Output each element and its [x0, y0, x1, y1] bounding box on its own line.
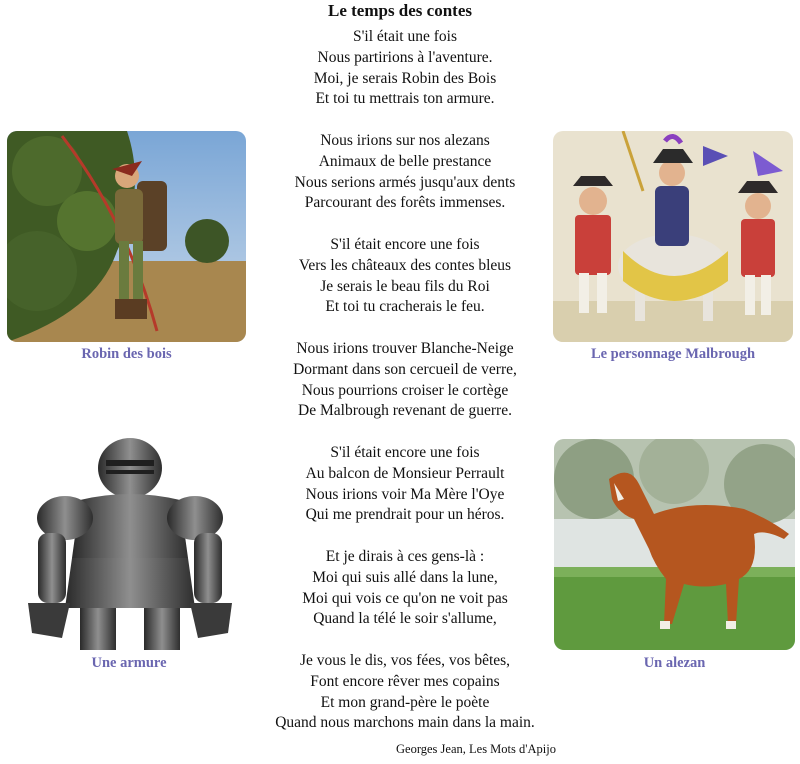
poem-line: S'il était encore une fois — [330, 443, 480, 461]
parade-illustration — [553, 131, 793, 342]
poem-author: Georges Jean, Les Mots d'Apijo — [396, 742, 556, 756]
poem-line: Nous irions voir Ma Mère l'Oye — [305, 485, 505, 503]
poem-line: Et je dirais à ces gens-là : — [325, 547, 485, 565]
poem-line: Moi qui vois ce qu'on ne voit pas — [302, 589, 508, 607]
poem-line: Animaux de belle prestance — [318, 152, 492, 170]
poem-line: Dormant dans son cercueil de verre, — [293, 360, 517, 378]
poem-line: Et toi tu mettrais ton armure. — [315, 90, 495, 108]
caption-alezan: Un alezan — [643, 655, 706, 671]
poem-line: Au balcon de Monsieur Perrault — [305, 464, 505, 482]
poem-line: Moi, je serais Robin des Bois — [313, 69, 497, 87]
poem-body — [230, 27, 580, 755]
poem-line: De Malbrough revenant de guerre. — [298, 402, 512, 420]
caption-malbrough: Le personnage Malbrough — [590, 346, 756, 362]
poem-line: S'il était encore une fois — [330, 235, 480, 253]
stanza-4 — [230, 339, 580, 422]
poem-line: Quand la télé le soir s'allume, — [313, 610, 497, 628]
poem-line: Qui me prendrait pour un héros. — [305, 506, 505, 524]
armor-illustration — [10, 438, 238, 650]
poem-line: Moi qui suis allé dans la lune, — [312, 568, 498, 586]
poem-line: Parcourant des forêts immenses. — [304, 194, 506, 212]
poem-line: Nous irions trouver Blanche-Neige — [296, 339, 514, 357]
stanza-7 — [230, 651, 580, 734]
poem-line: Quand nous marchons main dans la main. — [275, 714, 535, 732]
poem-line: Et toi tu cracherais le feu. — [325, 298, 485, 316]
poem-line: Et mon grand-père le poète — [320, 693, 490, 711]
stanza-6 — [230, 547, 580, 630]
poem-line: Nous irions sur nos alezans — [320, 131, 490, 149]
stanza-5 — [230, 443, 580, 526]
poem-line: Vers les châteaux des contes bleus — [298, 256, 512, 274]
stanza-2 — [230, 131, 580, 214]
stanza-3 — [230, 235, 580, 318]
caption-robin: Robin des bois — [81, 346, 172, 362]
poem-line: S'il était une fois — [353, 28, 457, 45]
stanza-1 — [230, 27, 580, 110]
poem-line: Nous partirions à l'aventure. — [317, 48, 493, 66]
archer-illustration — [7, 131, 246, 342]
poem-line: Je serais le beau fils du Roi — [320, 277, 490, 295]
poem-line: Nous pourrions croiser le cortège — [301, 381, 509, 399]
poem-line: Je vous le dis, vos fées, vos bêtes, — [299, 651, 511, 669]
horse-illustration — [554, 439, 795, 650]
poem-line: Nous serions armés jusqu'aux dents — [294, 173, 516, 191]
poem-line: Font encore rêver mes copains — [310, 672, 500, 690]
caption-armure: Une armure — [91, 655, 167, 671]
poem-title: Le temps des contes — [327, 1, 472, 20]
